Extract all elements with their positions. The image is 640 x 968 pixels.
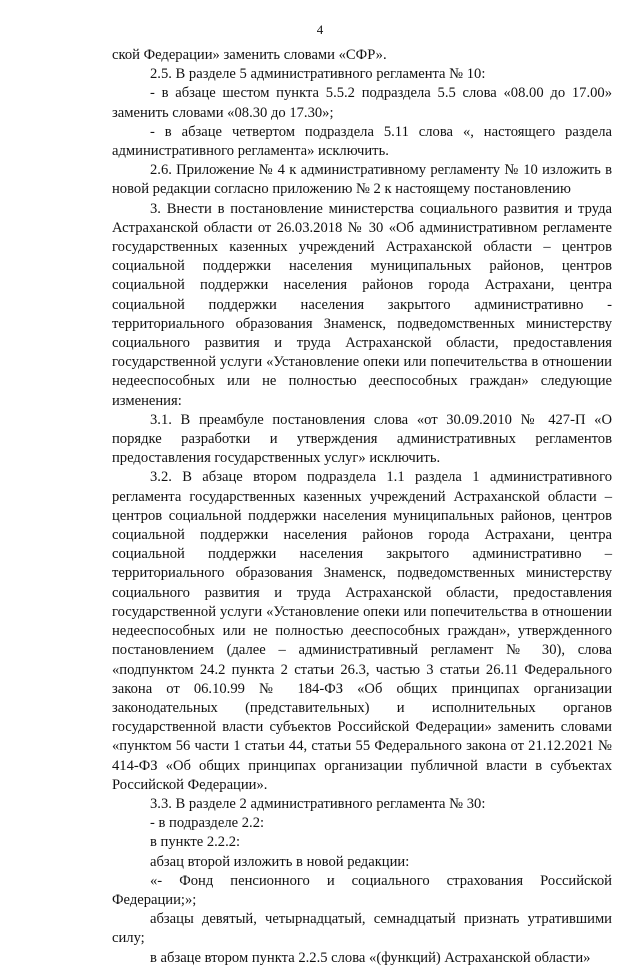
paragraph: 3.2. В абзаце втором подраздела 1.1 раздела 1 административного регламента государственных казенных учреждений Астраханской области – центров социальной поддержки населения муниципальных районов, центров социальной поддержки населения районов города Астрахани, центра социальной поддержки населения закрытого административно – территориального образования Знаменск, подведомственных министерству социального развития и труда Астраханской области, предоставления государственной услуги «Установление опеки или попечительства в отношении недееспособных или не полностью дееспособных граждан», утвержденного постановлением (далее – административный регламент № 30), слова «подпунктом 24.2 пункта 2 статьи 26.3, частью 3 статьи 26.11 Федерального закона от 06.10.99 № 184-ФЗ «Об общих принципах организации законодательных (представительных) и исполнительных органов государственной власти субъектов Российской Федерации» заменить словами «пунктом 56 части 1 статьи 44, статьи 55 Федерального закона от 21.12.2021 № 414-ФЗ «Об общих принципах организации публичной власти в субъектах Российской Федерации».: [112, 469, 612, 793]
paragraph: - в подразделе 2.2:: [150, 815, 265, 832]
paragraph: «- Фонд пенсионного и социального страхования Российской Федерации;»;: [112, 872, 612, 908]
paragraph: - в абзаце шестом пункта 5.5.2 подраздела 5.5 слова «08.00 до 17.00» заменить словами «08.30 до 17.30»;: [112, 85, 612, 121]
paragraph: 3.3. В разделе 2 административного регламента № 30:: [150, 795, 486, 812]
paragraph: - в абзаце четвертом подраздела 5.11 слова «, настоящего раздела административного регламента» исключить.: [112, 123, 612, 160]
paragraph: в пункте 2.2.2:: [150, 834, 241, 851]
paragraph: 2.6. Приложение № 4 к административному регламенту № 10 изложить в новой редакции согласно приложению № 2 к настоящему постановлению: [112, 162, 612, 198]
paragraph: в абзаце втором пункта 2.2.5 слова «(функций) Астраханской области»: [150, 949, 591, 966]
paragraph: абзацы девятый, четырнадцатый, семнадцатый признать утратившими силу;: [112, 911, 612, 947]
paragraph: 2.5. В разделе 5 административного регламента № 10:: [150, 66, 486, 83]
paragraph: ской Федерации» заменить словами «СФР».: [112, 47, 387, 63]
page-number: 4: [316, 22, 324, 37]
paragraph: абзац второй изложить в новой редакции:: [150, 853, 410, 870]
document-body: [112, 46, 612, 968]
paragraph: 3.1. В преамбуле постановления слова «от 30.09.2010 № 427-П «О порядке разработки и утверждения административных регламентов предоставления государственных услуг» исключить.: [112, 411, 612, 467]
paragraph: 3. Внести в постановление министерства социального развития и труда Астраханской области от 26.03.2018 № 30 «Об административном регламенте государственных казенных учреждений Астраханской области – центров социальной поддержки населения муниципальных районов, центров социальной поддержки населения районов города Астрахани, центра социальной поддержки населения закрытого административно - территориального образования Знаменск, подведомственных министерству социального развития и труда Астраханской области, предоставления государственной услуги «Установление опеки или попечительства в отношении недееспособных или не полностью дееспособных граждан» следующие изменения:: [112, 200, 612, 409]
